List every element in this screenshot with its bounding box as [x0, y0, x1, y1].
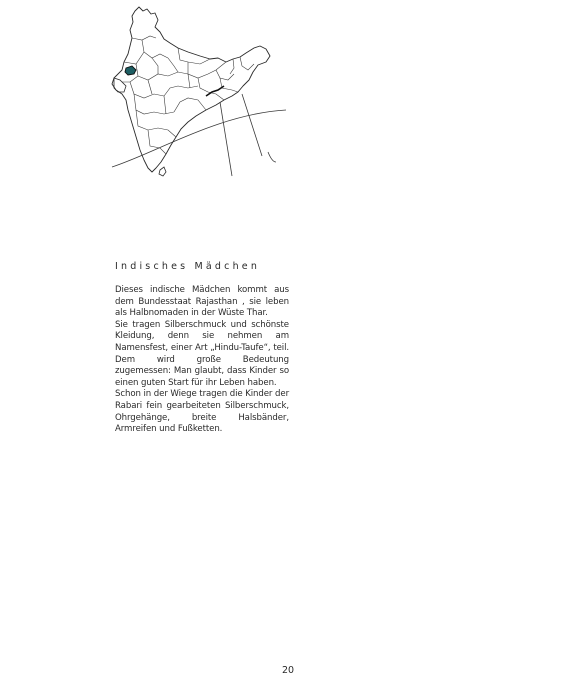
paragraph-1: Dieses indische Mädchen kommt aus dem Bundesstaat Rajasthan , sie leben als Halbnomaden in der Wüste Thar. — [115, 285, 289, 319]
page-number: 20 — [281, 665, 295, 676]
paragraph-2: Sie tragen Silberschmuck und schönste Kleidung, denn sie nehmen am Namensfest, einer Art „Hindu-Taufe“, teil. Dem wird große Bedeutung zugemessen: Man glaubt, dass Kinder so einen guten Start für ihr Leben haben. — [115, 319, 289, 388]
rajasthan-highlight — [125, 66, 136, 75]
country-outline — [112, 7, 270, 172]
sri-lanka-outline — [159, 167, 166, 176]
body-text — [115, 285, 289, 436]
india-map — [108, 2, 294, 178]
page-title: Indisches Mädchen — [115, 261, 261, 272]
gujarat-outline — [114, 78, 126, 92]
paragraph-3: Schon in der Wiege tragen die Kinder der Rabari fein gearbeiteten Silberschmuck, Ohrgehänge, breite Halsbänder, Armreifen und Fußketten. — [115, 389, 289, 435]
map-graticule — [112, 94, 286, 176]
coastline-bengal — [206, 86, 224, 96]
